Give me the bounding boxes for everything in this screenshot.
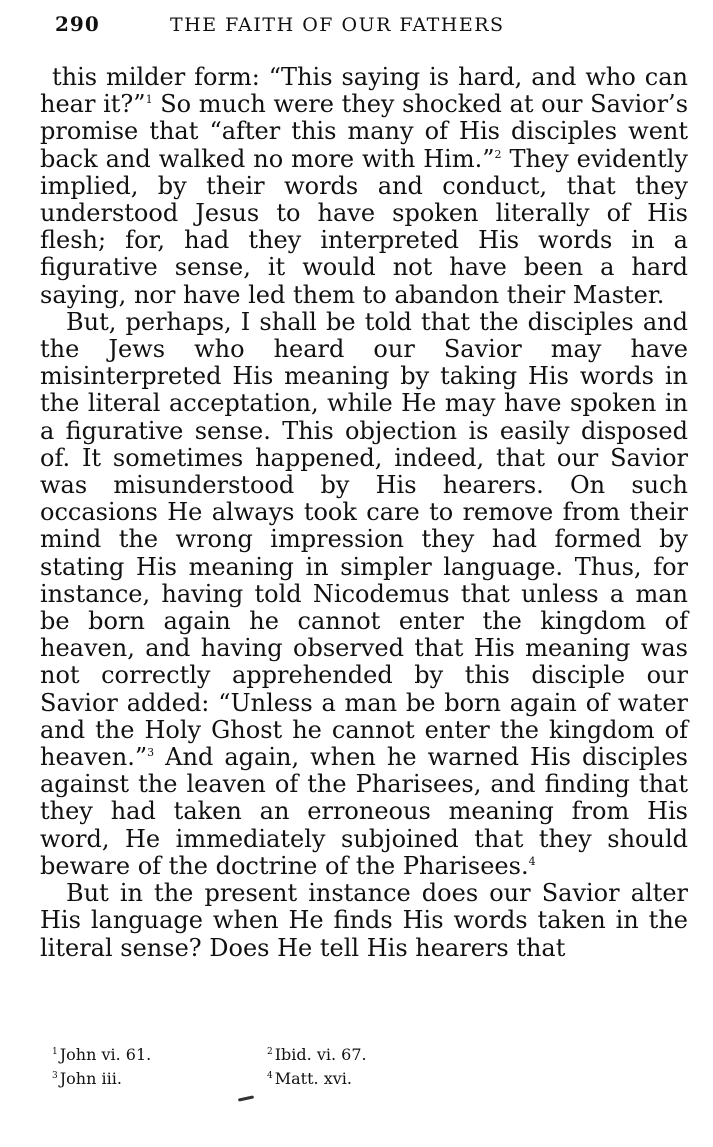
- footnote-mark: 2: [267, 1047, 273, 1057]
- body-text: [40, 64, 688, 962]
- footnote-4: [267, 1067, 482, 1091]
- footnote-mark: 1: [52, 1047, 58, 1057]
- page-number: 290: [55, 12, 100, 36]
- running-head: THE FAITH OF OUR FATHERS: [170, 14, 505, 36]
- text-segment: this milder form: “This saying is hard, and who can hear it?”: [40, 63, 688, 119]
- ink-mark: [238, 1095, 254, 1101]
- text-segment: But in the present instance does our Savior alter His language when He finds His words taken in the literal sense? Does He tell His hearers that: [40, 879, 688, 962]
- footnote-3: [52, 1067, 267, 1091]
- footnote-text: Matt. xvi.: [274, 1069, 352, 1088]
- footnote-ref: 2: [494, 147, 502, 161]
- footnote-ref: 3: [147, 746, 155, 760]
- text-segment: And again, when he warned His disciples against the leaven of the Pharisees, and finding that they had taken an erroneous meaning from His word, He immediately subjoined that they should beware of the doctrine of the Pharisees.: [40, 743, 688, 880]
- footnote-row: [52, 1067, 552, 1091]
- paragraph-2: [40, 309, 688, 880]
- paragraph-1: [40, 64, 688, 309]
- footnote-mark: 4: [267, 1071, 273, 1081]
- text-segment: They evidently implied, by their words and conduct, that they understood Jesus to have spoken literally of His flesh; for, had they interpreted His words in a figurative sense, it would not have been a hard saying, nor have led them to abandon their Master.: [40, 144, 688, 309]
- page-header: [55, 12, 675, 40]
- footnote-text: John vi. 61.: [59, 1045, 152, 1064]
- footnote-ref: 1: [145, 93, 153, 107]
- paragraph-3: [40, 880, 688, 962]
- text-segment: So much were they shocked at our Savior’s promise that “after this many of His disciples went back and walked no more with Him.”: [40, 90, 689, 173]
- text-segment: But, perhaps, I shall be told that the disciples and the Jews who heard our Savior may have misinterpreted His meaning by taking His words in the literal acceptation, while He may have spoken in a figurative sense. This objection is easily disposed of. It sometimes happened, indeed, that our Savior was misunderstood by His hearers. On such occasions He always took care to remove from their mind the wrong impression they had formed by stating His meaning in simpler language. Thus, for instance, having told Nicodemus that unless a man be born again he cannot enter the kingdom of heaven, and having observed that His meaning was not correctly apprehended by this disciple our Savior added: “Unless a man be born again of water and the Holy Ghost he cannot enter the kingdom of heaven.”: [40, 307, 688, 772]
- footnote-row: [52, 1043, 552, 1067]
- footnote-2: [267, 1043, 482, 1067]
- footnote-text: Ibid. vi. 67.: [274, 1045, 367, 1064]
- footnotes: [52, 1043, 552, 1091]
- footnote-ref: 4: [528, 854, 536, 868]
- footnote-1: [52, 1043, 267, 1067]
- footnote-mark: 3: [52, 1071, 58, 1081]
- footnote-text: John iii.: [59, 1069, 122, 1088]
